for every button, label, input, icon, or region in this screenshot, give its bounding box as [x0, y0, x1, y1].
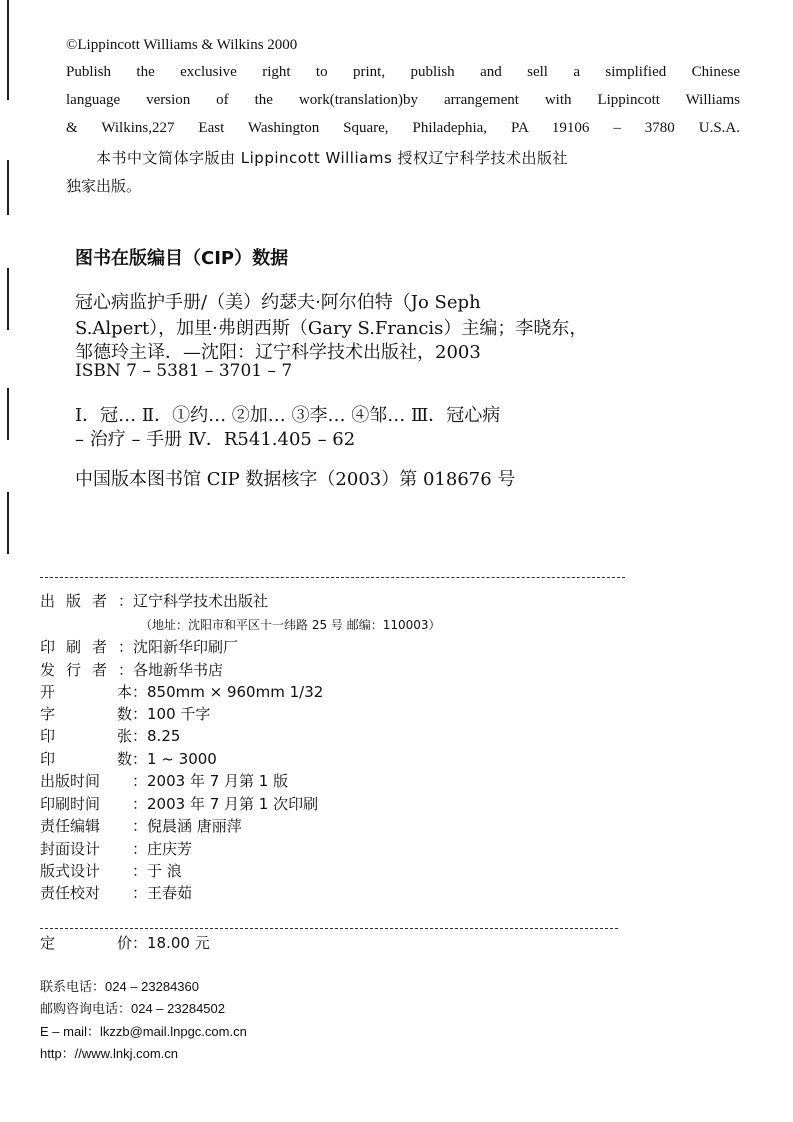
imprint-value: 王春茹 — [147, 884, 193, 902]
scan-edge-mark — [7, 268, 9, 330]
cip-heading: 图书在版编目（CIP）数据 — [75, 248, 289, 269]
scan-edge-mark — [7, 388, 9, 440]
imprint-value: 辽宁科学技术出版社 — [133, 592, 269, 610]
license-text: Publish the exclusive right to print, publish and sell a simplified Chinese — [66, 64, 740, 80]
imprint-label: 责任校对 — [40, 884, 101, 902]
imprint-row — [40, 590, 268, 611]
imprint-label: 发行者 — [40, 661, 119, 679]
contact-mail-order-phone: 邮购咨询电话：024 – 23284502 — [40, 1001, 225, 1016]
contact-phone: 联系电话：024 – 23284360 — [40, 979, 199, 994]
imprint-label: 字数 — [40, 705, 132, 723]
cip-line: 冠心病监护手册/（美）约瑟夫·阿尔伯特（Jo Seph — [75, 292, 481, 313]
imprint-value: 850mm × 960mm 1/32 — [147, 683, 324, 701]
imprint-row — [40, 815, 242, 836]
colon: ： — [132, 862, 148, 880]
cip-line: S.Alpert），加里·弗朗西斯（Gary S.Francis）主编；李晓东， — [75, 318, 588, 339]
cip-classification: Ⅰ．冠… Ⅱ．①约… ②加… ③李… ④邹… Ⅲ．冠心病 — [75, 405, 501, 426]
contact-website[interactable]: http：//www.lnkj.com.cn — [40, 1046, 178, 1061]
imprint-value: 2003 年 7 月第 1 次印刷 — [147, 795, 319, 813]
imprint-value: 于 浪 — [147, 862, 182, 880]
imprint-row — [40, 860, 182, 881]
divider — [40, 577, 625, 579]
imprint-value: 2003 年 7 月第 1 版 — [147, 772, 289, 790]
imprint-label: 开本 — [40, 683, 132, 701]
imprint-row — [40, 748, 217, 769]
scan-edge-mark — [7, 160, 9, 215]
imprint-value: 8.25 — [147, 727, 181, 745]
imprint-label: 责任编辑 — [40, 817, 101, 835]
imprint-row — [40, 882, 192, 903]
imprint-label: 印数 — [40, 750, 132, 768]
imprint-row — [40, 770, 288, 791]
imprint-label: 出版者 — [40, 592, 119, 610]
colon: ： — [132, 705, 148, 723]
imprint-row — [40, 725, 180, 746]
license-text-cn: 本书中文简体字版由 Lippincott Williams 授权辽宁科学技术出版社 — [96, 149, 569, 167]
imprint-value: 1 ~ 3000 — [147, 750, 217, 768]
colon: ： — [132, 727, 148, 745]
colon: ： — [132, 750, 148, 768]
price-row: 定价：18.00 元 — [40, 934, 210, 952]
colon: ： — [132, 840, 148, 858]
colon: ： — [132, 884, 148, 902]
colon: ： — [118, 592, 134, 610]
colon: ： — [118, 638, 134, 656]
imprint-value: 100 千字 — [147, 705, 211, 723]
colon: ： — [132, 795, 148, 813]
license-text-cn: 独家出版。 — [66, 177, 142, 195]
license-text: language version of the work(translation)by arrangement with Lippincott Williams — [66, 92, 740, 108]
imprint-row — [40, 793, 318, 814]
colon: ： — [132, 817, 148, 835]
imprint-label: 版式设计 — [40, 862, 101, 880]
colon: ： — [132, 683, 148, 701]
imprint-row — [40, 703, 210, 724]
imprint-row — [40, 636, 238, 657]
copyright-line: ©Lippincott Williams & Wilkins 2000 — [66, 37, 298, 53]
cip-line: 邹德玲主译．—沈阳：辽宁科学技术出版社，2003 — [75, 342, 481, 363]
imprint-label: 印刷者 — [40, 638, 119, 656]
imprint-label: 印刷时间 — [40, 795, 101, 813]
imprint-value: （地址：沈阳市和平区十一纬路 25 号 邮编：110003） — [140, 618, 441, 632]
imprint-label: 出版时间 — [40, 772, 101, 790]
divider — [40, 928, 618, 930]
imprint-value: 各地新华书店 — [133, 661, 224, 679]
cip-classification: – 治疗 – 手册 Ⅳ．R541.405 – 62 — [75, 429, 356, 450]
imprint-label: 封面设计 — [40, 840, 101, 858]
imprint-row — [140, 616, 441, 633]
imprint-row — [40, 838, 192, 859]
price-label: 定价 — [40, 934, 132, 952]
imprint-value: 庄庆芳 — [147, 840, 193, 858]
contact-email[interactable]: E – mail：lkzzb@mail.lnpgc.com.cn — [40, 1024, 247, 1039]
imprint-value: 沈阳新华印刷厂 — [133, 638, 239, 656]
colon: ： — [118, 661, 134, 679]
scan-edge-mark — [7, 492, 9, 554]
license-text: & Wilkins,227 East Washington Square, Philadephia, PA 19106 – 3780 U.S.A. — [66, 120, 740, 136]
imprint-label: 印张 — [40, 727, 132, 745]
cip-record-number: 中国版本图书馆 CIP 数据核字（2003）第 018676 号 — [75, 469, 516, 490]
price-value: 18.00 元 — [147, 934, 210, 952]
scan-edge-mark — [7, 0, 9, 100]
imprint-value: 倪晨涵 唐丽萍 — [147, 817, 242, 835]
colon: ： — [132, 772, 148, 790]
imprint-row — [40, 659, 223, 680]
imprint-row — [40, 681, 323, 702]
isbn: ISBN 7 – 5381 – 3701 – 7 — [75, 361, 293, 381]
